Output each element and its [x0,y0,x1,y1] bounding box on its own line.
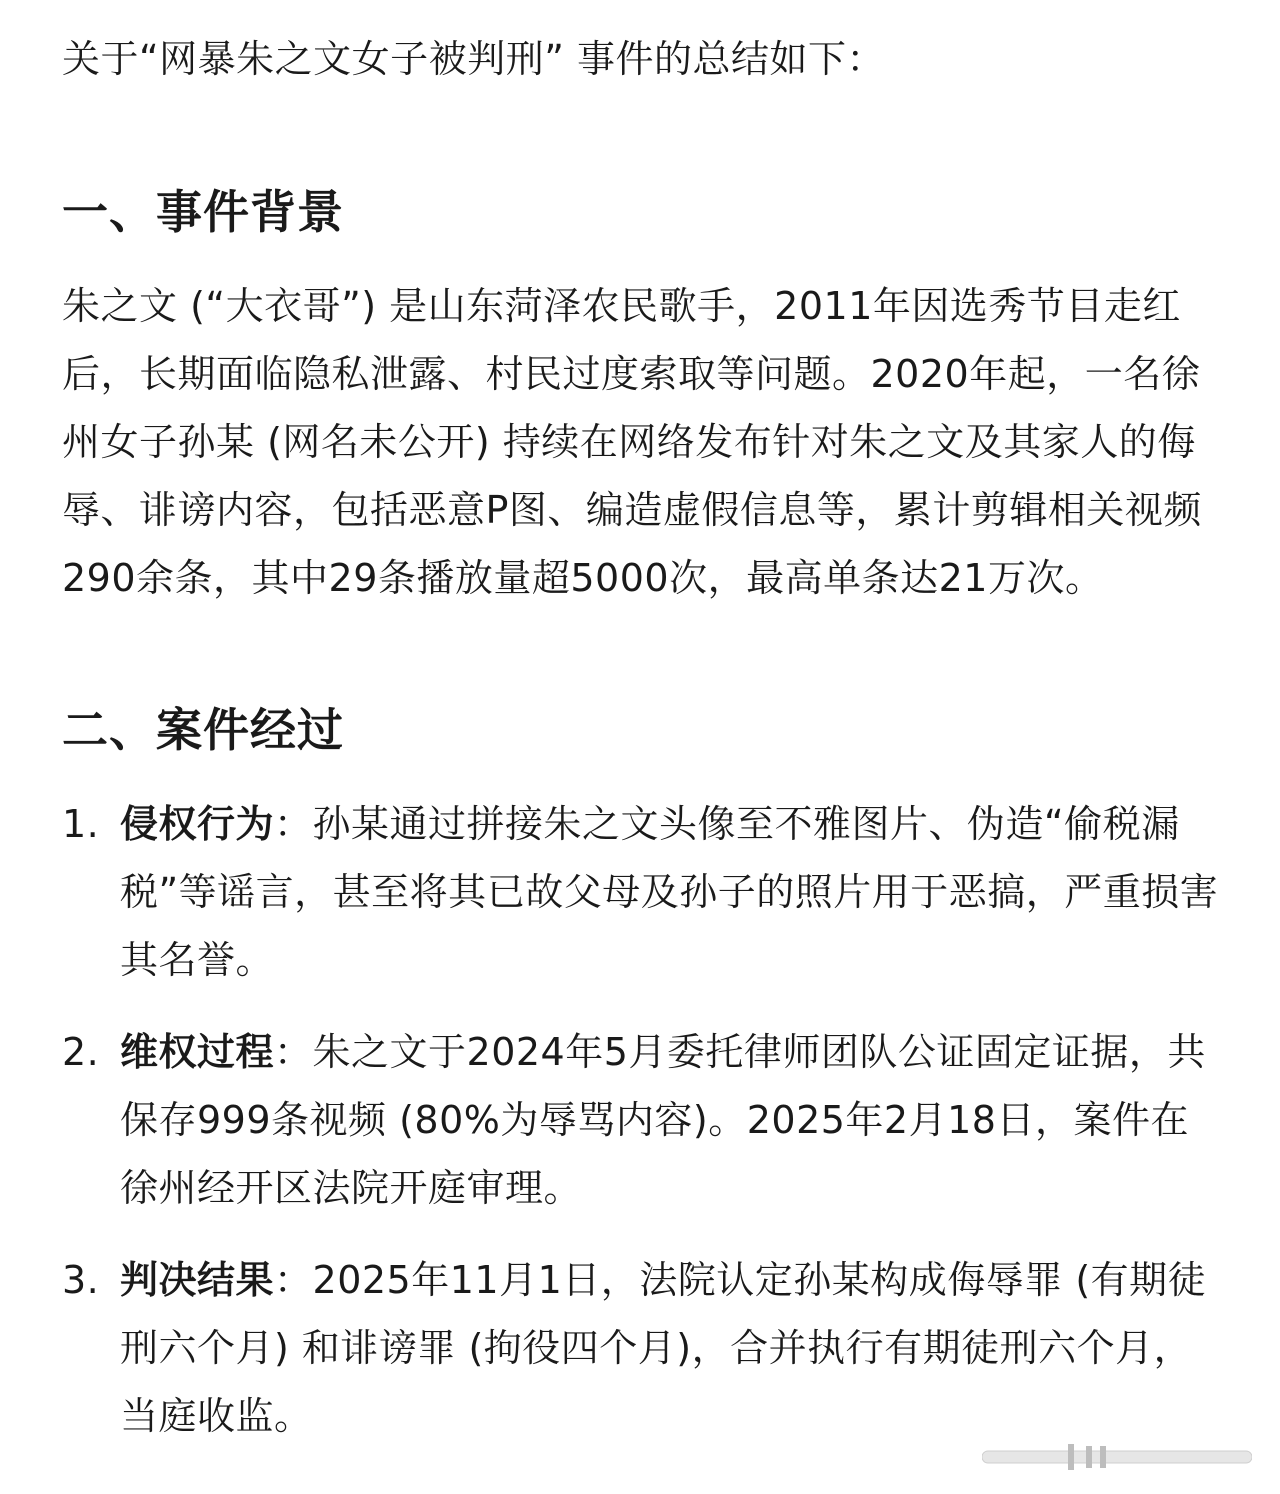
list-item [62,790,1222,994]
list-item-number: 3. [62,1258,100,1302]
list-item-separator: ： [274,802,313,846]
section-heading-background: 一、事件背景 [62,185,344,239]
list-item-text: 孙某通过拼接朱之文头像至不雅图片、伪造“偷税漏税”等谣言，甚至将其已故父母及孙子的照片用于恶搞，严重损害其名誉。 [120,802,1219,982]
watermark-mark-icon [1086,1446,1092,1468]
background-paragraph: 朱之文 (“大衣哥”) 是山东菏泽农民歌手，2011年因选秀节目走红后，长期面临隐私泄露、村民过度索取等问题。2020年起，一名徐州女子孙某 (网名未公开) 持续在网络发布针对朱之文及其家人的侮辱、诽谤内容，包括恶意P图、编造虚假信息等，累计剪辑相关视频290余条，其中29条播放量超5000次，最高单条达21万次。 [62,284,1202,600]
watermark-bar-icon [982,1451,1252,1463]
list-item-number: 2. [62,1030,100,1074]
list-item-text: 朱之文于2024年5月委托律师团队公证固定证据，共保存999条视频 (80%为辱骂内容)。2025年2月18日，案件在徐州经开区法院开庭审理。 [120,1030,1206,1210]
case-list [62,790,1222,1450]
list-item-separator: ： [274,1030,313,1074]
section-heading-case: 二、案件经过 [62,703,344,757]
watermark-mark-icon [1068,1444,1074,1470]
list-item-text: 2025年11月1日，法院认定孙某构成侮辱罪 (有期徒刑六个月) 和诽谤罪 (拘役四个月)，合并执行有期徒刑六个月，当庭收监。 [120,1258,1207,1438]
list-item [62,1246,1222,1450]
watermark-mark-icon [1100,1446,1106,1468]
list-item-number: 1. [62,802,100,846]
list-item-term: 侵权行为 [120,802,275,846]
list-item [62,1018,1222,1222]
watermark-logo-icon [982,1442,1252,1472]
intro-text: 关于“网暴朱之文女子被判刑” 事件的总结如下： [62,37,885,81]
list-item-term: 判决结果 [120,1258,275,1302]
document [62,30,1222,1474]
list-item-separator: ： [274,1258,313,1302]
list-item-term: 维权过程 [120,1030,275,1074]
